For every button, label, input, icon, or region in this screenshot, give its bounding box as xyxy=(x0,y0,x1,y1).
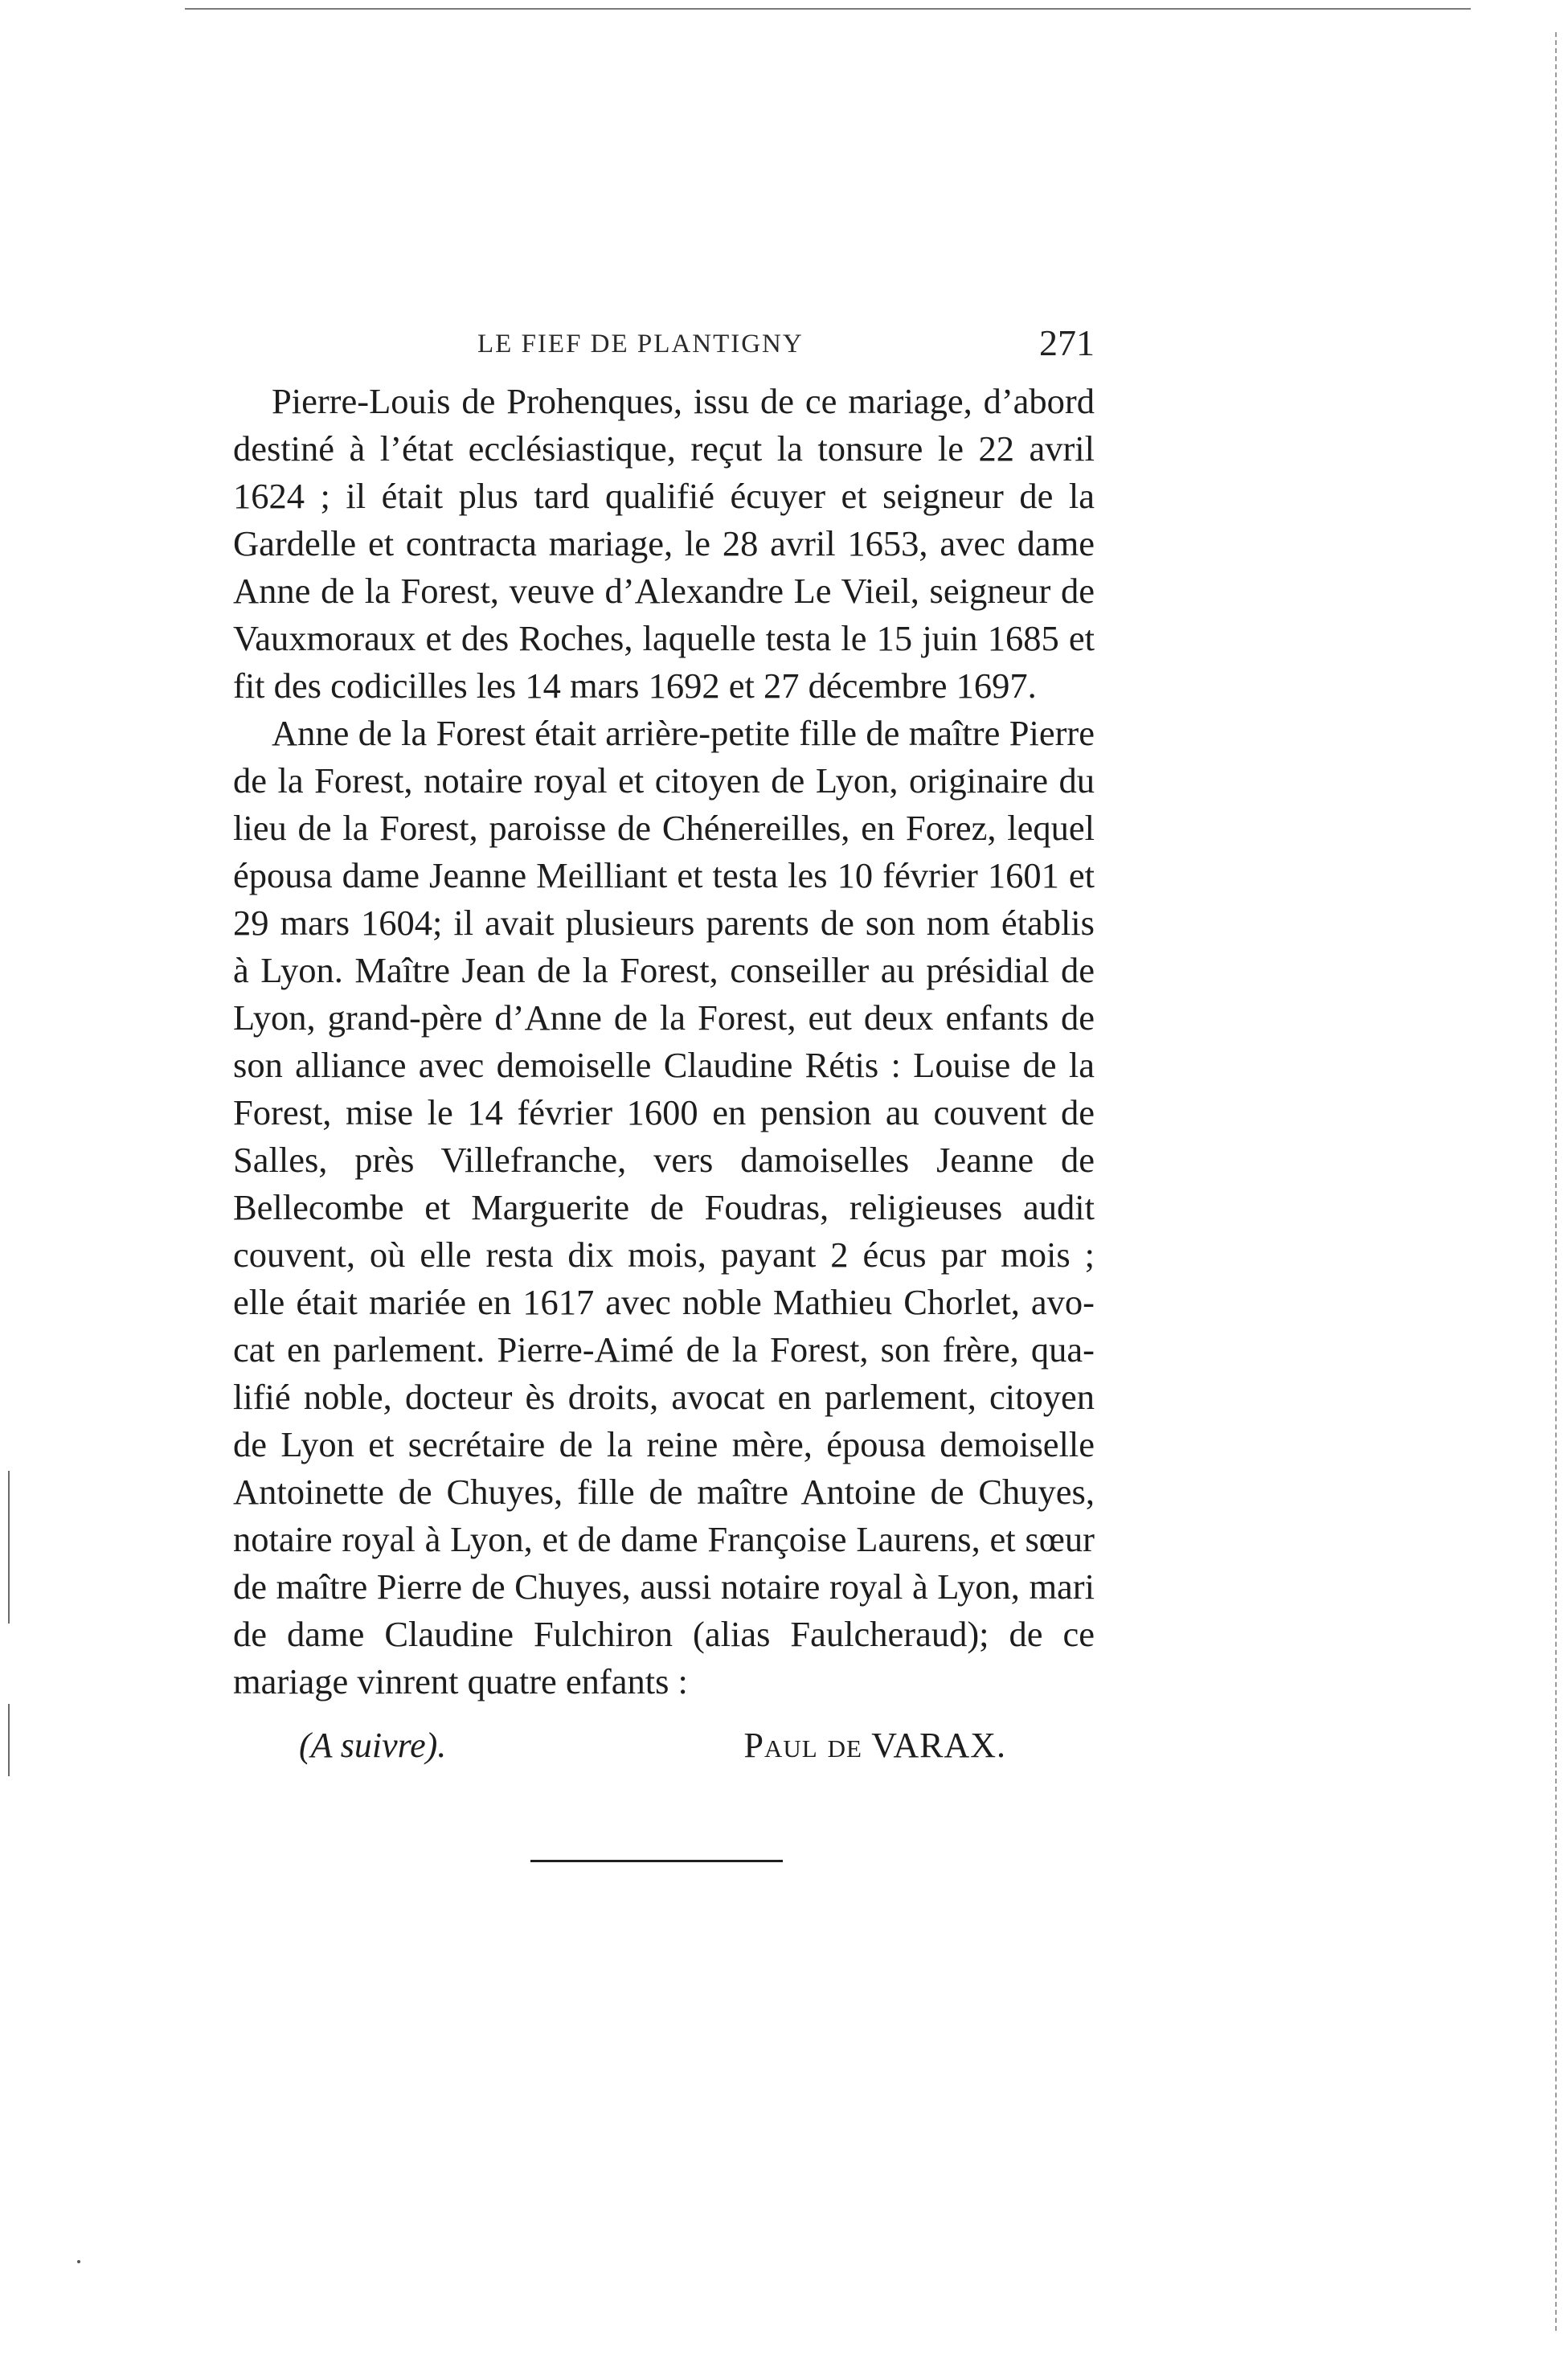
paragraph: Pierre-Louis de Prohenques, issu de ce mariage, d’abord destiné à l’état ecclésiastique, reçut la tonsure le 22 avril 1624 ; il était plus tard qualifié écuyer et seigneur de la Gardelle et contracta mariage, le 28 avril 1653, avec dame Anne de la Forest, veuve d’Alexandre Le Vieil, seigneur de Vauxmoraux et des Roches, laquelle testa le 15 juin 1685 et fit des codicilles les 14 mars 1692 et 27 décembre 1697. xyxy=(233,381,1095,706)
scan-edge-top xyxy=(185,8,1471,10)
author-first-name: Paul de xyxy=(743,1726,862,1765)
running-title: LE FIEF DE PLANTIGNY xyxy=(477,330,804,358)
scan-dot xyxy=(77,2260,80,2263)
signature-row xyxy=(233,1725,1095,1781)
body-text xyxy=(233,378,1095,1705)
continuation-note: (A suivre). xyxy=(299,1726,447,1765)
scan-edge-left xyxy=(8,1471,10,1624)
scan-edge-right xyxy=(1555,32,1557,2331)
paragraph: Anne de la Forest était arrière-petite fille de maître Pierre de la Forest, notaire royal et citoyen de Lyon, originaire du lieu de la Forest, paroisse de Chénereilles, en Forez, lequel épousa dame Jeanne Meilliant et testa les 10 février 1601 et 29 mars 1604; il avait plusieurs parents de son nom établis à Lyon. Maître Jean de la Forest, conseiller au présidial de Lyon, grand-père d’Anne de la Forest, eut deux enfants de son alliance avec demoiselle Claudine Rétis : Louise de la Forest, mise le 14 février 1600 en pension au couvent de Salles, près Villefranche, vers damoiselles Jeanne de Bellecombe et Marguerite de Foudras, religieuses audit couvent, où elle resta dix mois, payant 2 écus par mois ; elle était mariée en 1617 avec noble Mathieu Chorlet, avocat en parlement. Pierre-Aimé de la Forest, son frère, qualifié noble, docteur ès droits, avocat en parlement, citoyen de Lyon et secrétaire de la reine mère, épousa demoiselle Antoinette de Chuyes, fille de maître Antoine de Chuyes, notaire royal à Lyon, et de dame Françoise Laurens, et sœur de maître Pierre de Chuyes, aussi notaire royal à Lyon, mari de dame Claudine Fulchiron (alias Faulcheraud); de ce mariage vinrent quatre enfants : xyxy=(233,713,1095,1701)
page-number: 271 xyxy=(1039,322,1095,363)
end-rule xyxy=(530,1860,783,1862)
author-last-name: VARAX. xyxy=(871,1726,1006,1765)
running-head xyxy=(233,322,1095,375)
scan-edge-left xyxy=(8,1704,10,1776)
author-signature xyxy=(743,1725,1006,1766)
